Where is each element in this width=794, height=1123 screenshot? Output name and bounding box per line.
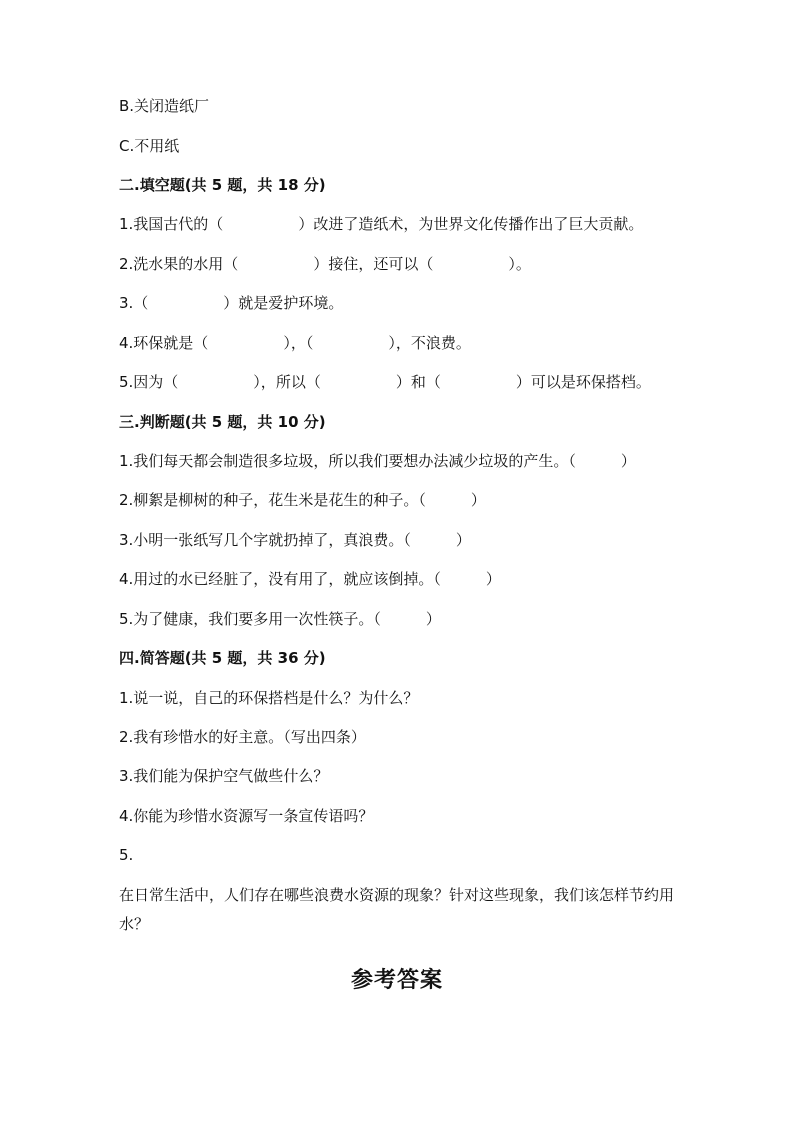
fill-question-5: 5.因为（ ），所以（ ）和（ ）可以是环保搭档。 [119,373,651,391]
fill-question-1: 1.我国古代的（ ）改进了造纸术，为世界文化传播作出了巨大贡献。 [119,215,644,233]
short-question-2: 2.我有珍惜水的好主意。（写出四条） [119,728,366,746]
short-question-1: 1.说一说，自己的环保搭档是什么？为什么？ [119,689,419,707]
section-short-heading: 四.简答题(共 5 题，共 36 分) [119,649,326,667]
option-b: B.关闭造纸厂 [119,97,210,115]
judge-question-2: 2.柳絮是柳树的种子，花生米是花生的种子。（ ） [119,491,486,509]
judge-question-3: 3.小明一张纸写几个字就扔掉了，真浪费。（ ） [119,531,471,549]
judge-question-5: 5.为了健康，我们要多用一次性筷子。（ ） [119,610,441,628]
judge-question-1: 1.我们每天都会制造很多垃圾，所以我们要想办法减少垃圾的产生。（ ） [119,452,636,470]
short-question-5-number: 5. [119,846,134,864]
fill-question-4: 4.环保就是（ ），（ ），不浪费。 [119,334,471,352]
short-question-5-body: 在日常生活中，人们存在哪些浪费水资源的现象？针对这些现象，我们该怎样节约用水？ [119,886,675,933]
short-question-4: 4.你能为珍惜水资源写一条宣传语吗？ [119,807,374,825]
fill-question-3: 3.（ ）就是爱护环境。 [119,294,344,312]
option-c: C.不用纸 [119,137,180,155]
judge-question-4: 4.用过的水已经脏了，没有用了，就应该倒掉。（ ） [119,570,501,588]
section-judge-heading: 三.判断题(共 5 题，共 10 分) [119,413,326,431]
short-question-3: 3.我们能为保护空气做些什么？ [119,767,329,785]
answer-key-title: 参考答案 [350,967,443,993]
fill-question-2: 2.洗水果的水用（ ）接住，还可以（ ）。 [119,255,531,273]
section-fill-heading: 二.填空题(共 5 题，共 18 分) [119,176,326,194]
